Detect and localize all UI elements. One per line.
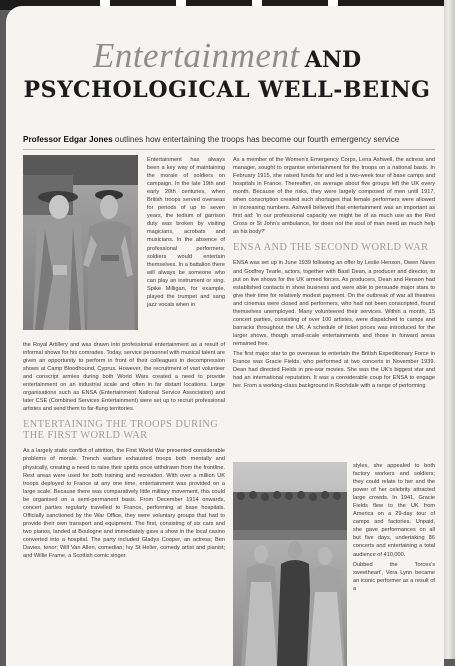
right-paragraph-1: As a member of the Women's Emergency Corps, Lena Ashwell, the actress and manager, sought to organise entertainment for the troops on a national basis. In February 1915, she raised funds for and led a two-week tour of base camps and hospitals in France. Thereafter, on average about five groups left the UK every month. Because of the risks, they were largely composed of men until 1917, when conscription created such shortages that female performers were allowed in increasing numbers. Ashwell believed that entertainment was an important as first aid: 'in our professional capacity we might be of as much use as the Red Cross or St John's ambulance, for does not the soul of man need as much help as his body?' bbox=[233, 157, 435, 236]
title-word-and: AND bbox=[304, 47, 362, 73]
right-narrow-paragraph: styles, she appealed to both factory workers and soldiers; they could relate to her and the power of her celebrity attracted large crowds. In 1941, Gracie Fields flew to the UK from America on a 29-day tour of camps and factories. Unpaid, she gave performances on all but five days, undertaking 86 concerts and entertaining a total audience of 410,000. bbox=[353, 463, 435, 558]
author-name: Professor Edgar Jones bbox=[23, 135, 113, 144]
title-word-entertainment: Entertainment bbox=[92, 36, 300, 75]
magazine-page bbox=[6, 6, 444, 666]
photo-soldiers-image bbox=[23, 155, 138, 330]
right-narrow-column bbox=[353, 462, 435, 595]
left-paragraph-ww1: As a largely static conflict of attrition, the First World War presented considerable problems of morale. Trench warfare exhausted troops both mentally and physically, creating a need to raise their spirits once withdrawn from the frontline. Rest areas were used for both training and recreation. With over a million UK troops deployed to France at any one time, entertainment was provided on a large scale. Because there was comparatively little military movement, this could be organised on a semi-permanent basis. From December 1914 onwards, concert parties regularly travelled to France, performing at base hospitals. Officially sanctioned by the War Office, they were voluntary groups that had to provide their own transport and equipment. The first, consisting of six cars and two pianos, landed at Boulogne and immediately gave a show in the local casino converted into a hospital. The party included Gladys Cooper, an actress; Ben Davies, tenor; Will Van Allen, comedian; Ivy St Helier, comedy artist and pianist; and Willie Frame, a Scottish comic singer. bbox=[23, 448, 225, 560]
photo-performers-image bbox=[233, 462, 347, 666]
left-paragraph-1: the Royal Artillery and was drawn into professional entertainment as a result of informal shows for his comrades. Today, service personnel with musical talent are given an opportunity to perform in front of their colleagues in decompression shows at Camp Bloodhound, Cyprus. However, the recruitment of vast volunteer and conscript armies during both World Wars created a need to provide entertainment on an industrial scale and often in far distant locations. Large organisations such as ENSA (Entertainment National Service Association) and later CSE (Combined Services Entertainment) were set up to recruit professional artistes and send them to far-flung territories. bbox=[23, 342, 225, 413]
subhead-ww1: ENTERTAINING THE TROOPS DURING THE FIRST WORLD WAR bbox=[23, 419, 219, 442]
right-narrow-paragraph-2: Dubbed the 'forces's sweetheart', Vera Lynn became an iconic performer as a result of a bbox=[353, 561, 435, 592]
intro-paragraph: Entertainment has always been a key way of maintaining the morale of soldiers on campaign. In the late 19th and early 20th centuries, when British troops served overseas for periods of up to seven years, the tedium of garrison duty was broken by visiting magicians, acrobats and musicians. In the absence of professional performers, soldiers would entertain themselves. In a battalion there will always be someone who can play an instrument or sing. Spike Milligan, for example, played the trumpet and sang jazz vocals when in bbox=[147, 157, 225, 308]
page-edge bbox=[444, 0, 455, 659]
divider-rule bbox=[23, 149, 435, 150]
title-line-2: PSYCHOLOGICAL WELL-BEING bbox=[23, 77, 431, 103]
subhead-ensa: ENSA AND THE SECOND WORLD WAR bbox=[233, 242, 429, 254]
left-column bbox=[23, 341, 225, 562]
right-column bbox=[233, 156, 435, 392]
intro-narrow-column bbox=[147, 156, 225, 311]
photo-soldiers bbox=[23, 155, 138, 330]
standfirst bbox=[23, 135, 438, 144]
article-title bbox=[22, 36, 432, 103]
right-paragraph-ensa: ENSA was set up in June 1939 following an offer by Leslie Henson, Owen Nares and Godfrey Tearle, actors, together with Basil Dean, a producer and director, to put on live shows for the UK armed forces. As producers, Dean and Henson had established contacts in show business and were able to persuade major stars to give their time for relatively modest payment. On the outbreak of war all theatres and cinemas were closed and performers, who had not been conscripted, found themselves unemployed. Many volunteered their services. Within a month, 15 concert parties, consisting of over 100 artistes, were dispatched to camps and barracks throughout the UK. A schedule of ticket prices was introduced for the larger shows, though small-scale entertainments and those in forward areas remained free. bbox=[233, 260, 435, 347]
standfirst-text: outlines how entertaining the troops has become our fourth emergency service bbox=[112, 135, 400, 144]
right-paragraph-ensa-2: The first major star to go overseas to entertain the British Expeditionary Force in France was Gracie Fields, who performed at two concerts in November 1939. Dean had directed Fields in pre-war movies. She was the UK's biggest star and had an international reputation. It was a considerable coup for ENSA to engage her. From a working-class background in Rochdale with a range of performing bbox=[233, 350, 435, 390]
photo-performers bbox=[233, 462, 347, 666]
